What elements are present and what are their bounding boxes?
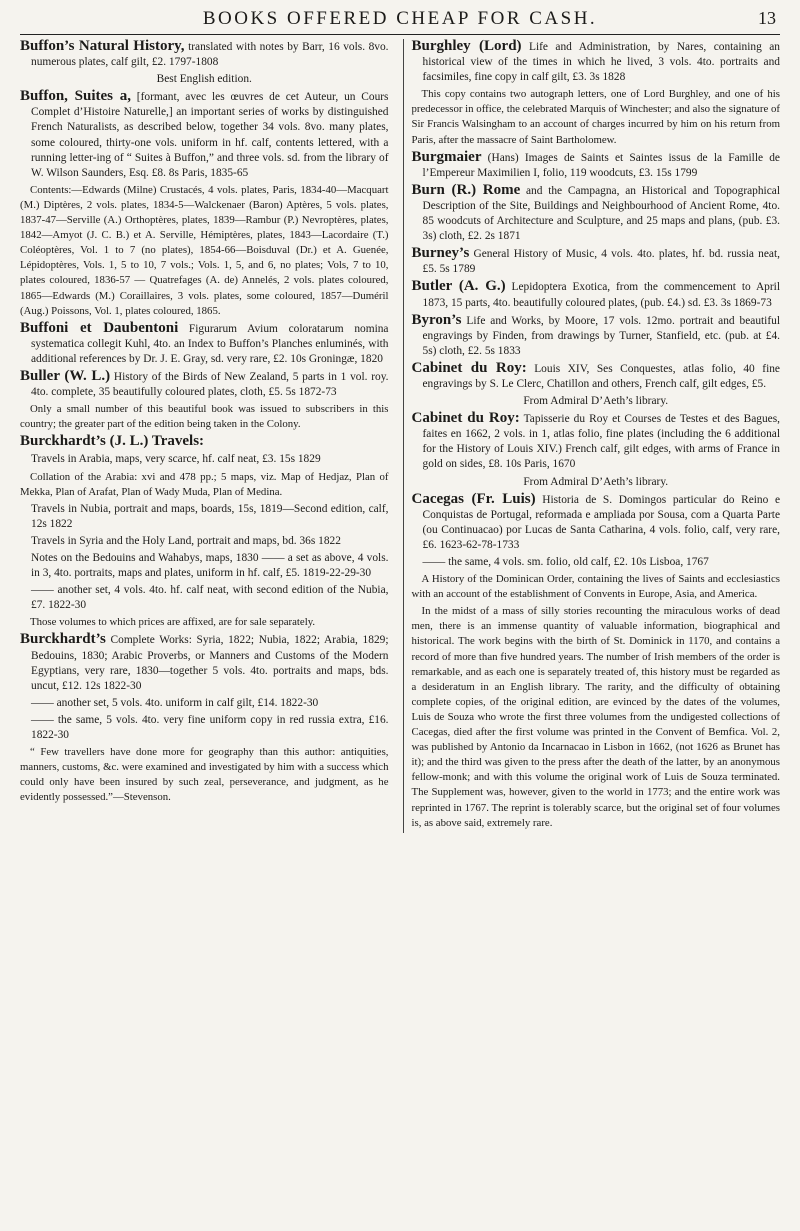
- entry-note: This copy contains two autograph letters, one of Lord Burghley, and one of his predecessor in office, the celebrated Marquis of Winchester; and also the signature of Sir Francis Walsingham to an account of charges incurred by him on his return from Paris, after the massacre of Saint Bartholomew.: [411, 88, 780, 146]
- left-column: [20, 39, 389, 833]
- catalogue-entry: [412, 411, 781, 472]
- entry-heading: Cacegas (Fr. Luis): [411, 490, 536, 507]
- sub-entry: Travels in Arabia, maps, very scarce, hf. calf neat, £3. 15s 1829: [31, 453, 321, 466]
- entry-heading: Buffon, Suites a,: [20, 88, 131, 105]
- entry-heading: Burckhardt’s (J. L.) Travels:: [20, 433, 205, 450]
- catalogue-entry: [412, 313, 781, 359]
- entry-text: Louis XIV, Ses Conquestes, atlas folio, 40 fine engravings by S. Le Clerc, Chatillon and others, French calf, gilt edges, £5.: [422, 362, 780, 390]
- catalogue-entry: [20, 321, 389, 367]
- sub-entry: Notes on the Bedouins and Wahabys, maps, 1830 —— a set as above, 4 vols. in 3, 4to. portraits, maps and plates, uniform in hf. calf, £5. 1819-22-29-30: [31, 552, 389, 580]
- page-number: 13: [758, 8, 776, 28]
- entry-text: Life and Administration, by Nares, containing an historical view of the times in which he lived, 3 vols. 4to. portraits and facsimiles, fine copy in calf gilt, £3. 3s 1828: [422, 41, 780, 84]
- entry-text: translated with notes by Barr, 16 vols. 8vo. numerous plates, calf gilt, £2. 1797-1808: [31, 41, 389, 69]
- catalogue-entry: [412, 361, 781, 392]
- provenance-note: From Admiral D’Aeth’s library.: [523, 395, 669, 408]
- sub-entry: —— the same, 5 vols. 4to. very fine uniform copy in red russia extra, £16. 1822-30: [31, 713, 389, 742]
- right-column: [403, 39, 781, 833]
- sub-entry: —— the same, 4 vols. sm. folio, old calf, £2. 10s Lisboa, 1767: [422, 556, 709, 568]
- entry-heading: Buffoni et Daubentoni: [20, 319, 179, 336]
- entry-heading: Butler (A. G.): [411, 278, 506, 295]
- entry-note: Collation of the Arabia: xvi and 478 pp.; 5 maps, viz. Map of Hedjaz, Plan of Mekka, Plan of Arafat, Plan of Wady Muda, Plan of Medina.: [20, 470, 389, 498]
- entry-note: In the midst of a mass of silly stories recounting the miraculous works of dead men, there is an immense quantity of valuable information, biographical and historical. The work begins with the birth of St. Dominick in 1170, and contains a record of more than five hundred years. The number of Irish members of the order is remarkable, and as each one is separately treated of, this history must be regarded as a desideratum in an English library. The rarity, and the difficulty of obtaining complete copies, of the original edition, are evinced by the dates of the volumes, Luis de Souza who wrote the first three volumes from the undigested collections of Cacegas, died after the first volume was printed in the Convent of Bemfica. Vol. 2, was published by Antonio da Incarnacao in Lisbon in 1662, (not 1626 as Brunet has it); and the third was given to the press after the death of the latter, by an anonymous fellow-monk; and with this volume the original work of Luis de Souza terminated. The Supplement was, however, given to the world in 1773; and the entire work was reprinted in 1767. The reprint is tolerably scarce, but the original set of four volumes is, as above said, extremely rare.: [411, 605, 780, 829]
- entry-text: History of the Birds of New Zealand, 5 parts in 1 vol. roy. 4to. complete, 35 beautifully coloured plates, cloth, £5. 5s 1872-73: [31, 370, 389, 399]
- catalogue-entry: [412, 492, 781, 553]
- entry-text: General History of Music, 4 vols. 4to. plates, hf. bd. russia neat, £5. 5s 1789: [422, 248, 780, 276]
- entry-heading: Cabinet du Roy:: [411, 359, 527, 376]
- entry-text: and the Campagna, an Historical and Topographical Description of the Site, Buildings and Neighbourhood of Ancient Rome, 4to. 85 woodcuts of Architecture and Sculpture, and 25 maps and plans, (pub. £3. 3s) cloth, £2. 2s 1871: [422, 184, 780, 243]
- entry-heading: Burghley (Lord): [411, 39, 522, 54]
- sub-entry: Travels in Nubia, portrait and maps, boards, 15s, 1819—Second edition, calf, 12s 1822: [31, 502, 389, 530]
- entry-text: Lepidoptera Exotica, from the commencement to April 1873, 15 parts, 4to. beautifully coloured plates, (pub. £4.) sd. £3. 3s 1869-73: [422, 281, 780, 309]
- sub-entry: —— another set, 4 vols. 4to. hf. calf neat, with second edition of the Nubia, £7. 1822-30: [31, 584, 389, 612]
- provenance-note: Best English edition.: [156, 73, 252, 86]
- page-header: [20, 8, 780, 35]
- entry-heading: Byron’s: [411, 311, 462, 328]
- catalogue-entry: [20, 39, 389, 70]
- entry-note: A History of the Dominican Order, containing the lives of Saints and ecclesiastics with an account of the establishment of Convents in Europe, Asia, and America.: [411, 573, 780, 601]
- entry-text: Tapisserie du Roy et Courses de Testes et des Bagues, faites en 1662, 2 vols. in 1, atlas folio, fine plates (including the 6 additional for the History of Louis XIV.) French calf, gilt edges, with arms of France in gold on sides, £8. 10s Paris, 1670: [422, 413, 780, 471]
- entry-heading: Burney’s: [411, 245, 470, 262]
- entry-text: [formant, avec les œuvres de cet Auteur, un Cours Complet d’Histoire Naturelle,] an important series of works by distinguished French Naturalists, as described below, together 34 vols. 8vo. many plates, some coloured, thirty-one vols. uniform in hf. calf, contents lettered, with a running letter-ing of “ Suites à Buffon,” and three vols. sd. from the library of W. Wilson Saunders, Esq. £8. 8s Paris, 1835-65: [31, 91, 389, 179]
- sub-entry: Travels in Syria and the Holy Land, portrait and maps, bd. 36s 1822: [31, 534, 341, 547]
- entry-text: Figurarum Avium coloratarum nomina systematica collegit Kuhl, 4to. an Index to Buffon’s Planches enluminés, with additional references by Dr. J. E. Gray, sd. very rare, £2. 10s Groningæ, 1820: [31, 322, 389, 365]
- entry-note: Only a small number of this beautiful book was issued to subscribers in this country; the greater part of the edition being taken in the Colony.: [20, 403, 389, 431]
- provenance-note: From Admiral D’Aeth’s library.: [523, 475, 669, 488]
- entry-heading: Burgmaier: [411, 148, 482, 165]
- two-column-body: [20, 39, 780, 833]
- entry-heading: Buller (W. L.): [20, 367, 111, 384]
- entry-heading: Burn (R.) Rome: [411, 181, 521, 198]
- catalogue-entry: [412, 246, 781, 277]
- entry-heading: Burckhardt’s: [20, 631, 106, 648]
- sub-entry: —— another set, 5 vols. 4to. uniform in calf gilt, £14. 1822-30: [31, 696, 319, 709]
- catalogue-entry: [412, 279, 781, 310]
- entry-text: (Hans) Images de Saints et Saintes issus de la Famille de l’Empereur Maximilien I, folio, 119 woodcuts, £3. 15s 1799: [422, 151, 780, 179]
- page-title: BOOKS OFFERED CHEAP FOR CASH.: [202, 8, 598, 29]
- entry-note: “ Few travellers have done more for geography than this author: antiquities, manners, customs, &c. were examined and investigated by him with a success which could only have been insured by such zeal, perseverance, and judgment, as he evidently possessed.”—Stevenson.: [20, 746, 389, 804]
- catalogue-entry: [412, 39, 781, 85]
- catalogue-entry: [20, 434, 389, 450]
- entry-note: Those volumes to which prices are affixed, are for sale separately.: [30, 616, 316, 629]
- entry-note: Contents:—Edwards (Milne) Crustacés, 4 vols. plates, Paris, 1834-40—Macquart (M.) Diptères, 2 vols. plates, 1834-5—Walckenaer (Baron) Aptères, 5 vols. plates, 1837-47—Serville (A.) Orthoptères, plates, 1839—Rambur (P.) Nevroptères, plates, 1842—Amyot (J. C. B.) et A. Serville, Hémiptères, plates, 1843—Lacordaire (T.) Coléoptères, Vol. 1 to 7 (no plates), 1854-66—Boisduval (Dr.) et A. Guenée, Lépidoptères, Vols. 1, 5 to 10, 7 vols.; Vols. 1, 5, and 6, no plates; Vols, 7 to 10, plates coloured, 1836-57 — Quatrefages (A. de) Annelés, 2 vols. plates coloured, 1865—Edwards (M.) Coraillaires, 3 vols. plates, some coloured, 1857—Duméril (Aug.) Poissons, Vol. 1, plates coloured, 1865.: [20, 183, 389, 317]
- catalogue-entry: [412, 183, 781, 244]
- catalogue-entry: [20, 89, 389, 181]
- entry-heading: Buffon’s Natural History,: [20, 39, 185, 54]
- catalogue-entry: [20, 632, 389, 693]
- entry-text: Historia de S. Domingos particular do Reino e Conquistas de Portugal, reformada e ampliada por Sousa, com a Quarta Parte (ou Continuacao) por Lucas de Santa Catharina, 4 vols. folio, calf, very rare, £6. 1623-62-78-1733: [422, 493, 780, 551]
- entry-heading: Cabinet du Roy:: [411, 410, 520, 427]
- entry-text: Complete Works: Syria, 1822; Nubia, 1822; Arabia, 1829; Bedouins, 1830; Arabic Proverbs, or Manners and Customs of the Modern Egyptians, very rare, 1830—together 5 vols. 4to. portraits and maps, bds. uncut, £12. 12s 1822-30: [31, 634, 389, 692]
- catalogue-entry: [20, 369, 389, 400]
- catalogue-entry: [412, 150, 781, 181]
- entry-text: Life and Works, by Moore, 17 vols. 12mo. portrait and beautiful engravings by Finden, from drawings by Turner, Stanfield, etc. (pub. at £4. 5s) cloth, £2. 5s 1833: [422, 314, 780, 357]
